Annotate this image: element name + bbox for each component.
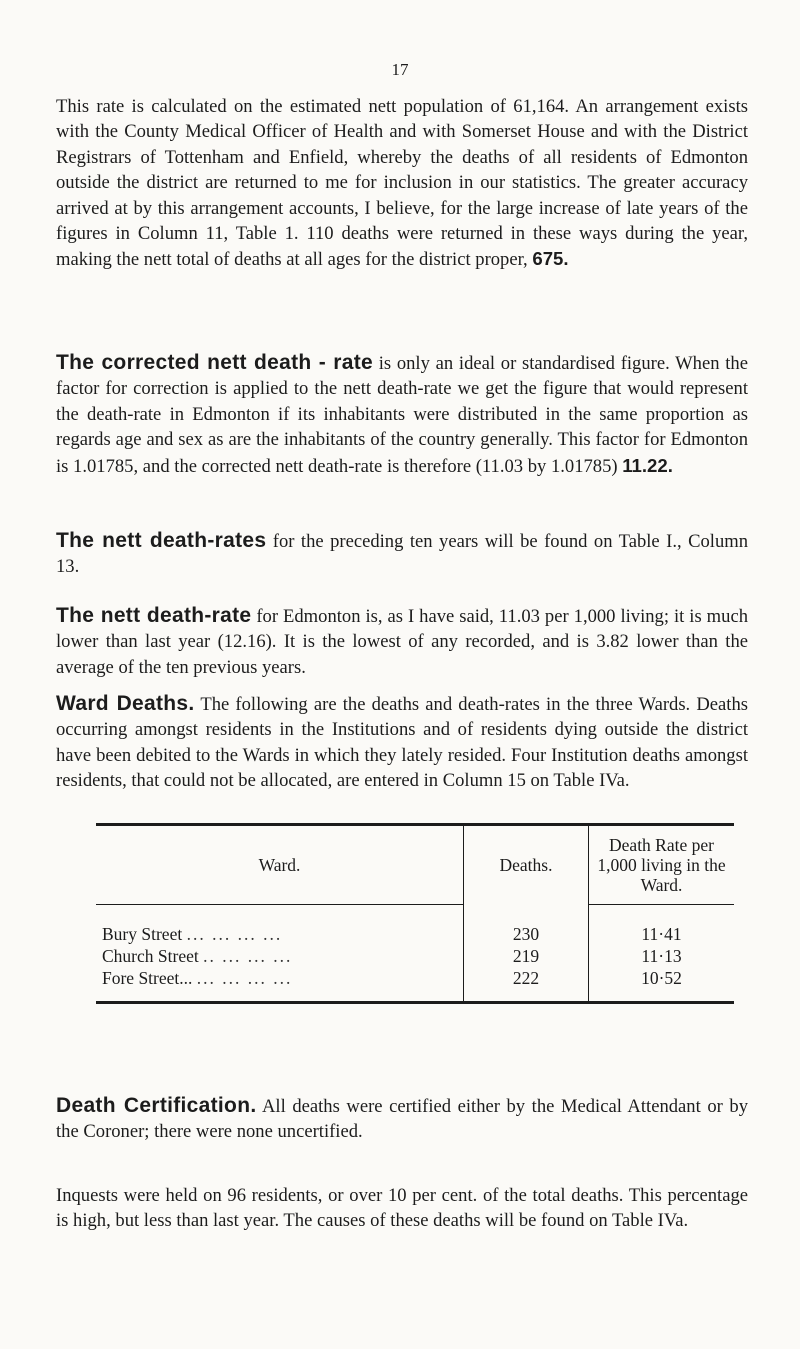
paragraph-ward-deaths-text: The following are the deaths and death-rates in the three Wards. Deaths occurring amongst residents in the Institutions and of residents dying outside the district have been debited to the Wards in which they lately resided. Four Institution deaths amongst residents, that could not be allocated, are entered in Column 15 on Table IVa. <box>56 694 749 792</box>
ward-table <box>96 826 734 1001</box>
heading-ward-deaths: Ward Deaths. <box>56 692 195 715</box>
leader-dots: ... ... ... ... <box>186 924 283 944</box>
ward-deaths-table <box>96 823 734 1004</box>
ward-name: Church Street <box>102 946 199 966</box>
ward-name: Bury Street <box>102 924 183 944</box>
page-number: 17 <box>391 60 409 79</box>
leader-dots: ... ... ... ... <box>196 968 293 988</box>
total-deaths-value: 675. <box>532 248 569 270</box>
deaths-cell: 222 <box>464 967 589 1001</box>
paragraph-nett-rate-text: for Edmonton is, as I have said, 11.03 per 1,000 living; it is much lower than last year (12.16). It is the lowest of any recorded, and is 3.82 lower than the average of the ten previous years. <box>56 606 748 678</box>
heading-death-certification: Death Certification. <box>56 1094 257 1117</box>
paragraph-inquests-text: Inquests were held on 96 residents, or over 10 per cent. of the total deaths. This percentage is high, but less than last year. The causes of these deaths will be found on Table IVa. <box>56 1185 748 1232</box>
deaths-cell: 230 <box>464 905 589 946</box>
header-ward: Ward. <box>96 826 464 905</box>
ward-name: Fore Street... <box>102 968 193 988</box>
rate-cell: 11·41 <box>641 924 682 944</box>
paragraph-ward-deaths <box>56 691 748 794</box>
ward-cell <box>96 967 464 1001</box>
paragraph-certification <box>56 1093 748 1145</box>
paragraph-certification-text: All deaths were certified either by the Medical Attendant or by the Coroner; there were none uncertified. <box>56 1096 748 1143</box>
heading-nett-death-rate: The nett death-rate <box>56 604 252 627</box>
paragraph-population-text: This rate is calculated on the estimated nett population of 61,164. An arrangement exists with the County Medical Officer of Health and with Somerset House and with the District Registrars of Tottenham and Enfield, whereby the deaths of all residents of Edmonton outside the district are returned to me for inclusion in our statistics. The greater accuracy arrived at by this arrangement accounts, I believe, for the large increase of late years of the figures in Column 11, Table 1. 110 deaths were returned in these ways during the year, making the nett total of deaths at all ages for the district proper, <box>56 96 748 271</box>
ward-cell <box>96 945 464 967</box>
header-rate: Death Rate per 1,000 living in the Ward. <box>589 826 735 905</box>
paragraph-ten-years-text: for the preceding ten years will be found on Table I., Column 13. <box>56 531 749 578</box>
paragraph-population <box>56 94 748 273</box>
corrected-rate-value: 11.22. <box>622 454 673 476</box>
ward-cell <box>96 905 464 946</box>
table-header-row <box>96 826 734 905</box>
heading-nett-death-rates: The nett death-rates <box>56 529 267 552</box>
paragraph-inquests <box>56 1183 748 1234</box>
table-row <box>96 905 734 946</box>
paragraph-nett-rate <box>56 603 748 680</box>
paragraph-ten-years <box>56 528 748 580</box>
leader-dots: .. ... ... ... <box>203 946 293 966</box>
paragraph-corrected-rate-text: is only an ideal or standardised figure. When the factor for correction is applied to the nett death-rate we get the figure that would represent the death-rate in Edmonton if its inhabitants were distributed in the same proportion as regards age and sex as are the inhabitants of the country generally. This factor for Edmonton is 1.01785, and the corrected nett death-rate is therefore (11.03 by 1.01785) <box>56 353 748 477</box>
header-deaths: Deaths. <box>464 826 589 905</box>
paragraph-corrected-rate <box>56 350 748 479</box>
rate-cell: 10·52 <box>641 968 682 988</box>
deaths-cell: 219 <box>464 945 589 967</box>
rate-cell: 11·13 <box>641 946 682 966</box>
heading-corrected-rate: The corrected nett death - rate <box>56 351 373 374</box>
table-row <box>96 945 734 967</box>
table-row <box>96 967 734 1001</box>
table-bottom-rule <box>96 1001 734 1004</box>
